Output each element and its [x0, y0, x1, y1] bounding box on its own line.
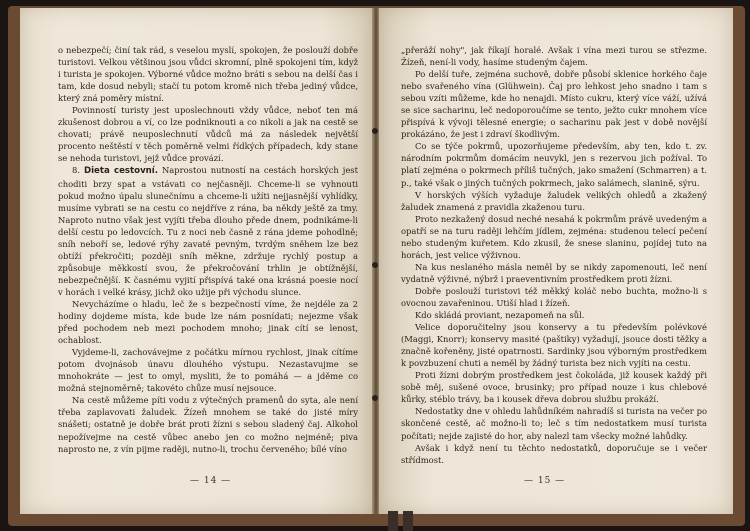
section-text: Naprostou nutností na cestách horských jest choditi brzy spat a vstávati co nejčasněji. Chceme-li se vyhnouti pokud možno úpalu slunečnímu a chceme-li užíti nejjasnější vyhlídky, musíme vybrati se na cestu co nejdříve z rána, ba někdy ještě za tmy. Naproto nutno však jest vyjíti třeba dlouho přede dnem, podnikáme-li delší cestu po ledovcích. Tu z noci neb časně z rána jdeme pohodlně; sníh neboří se, ledové rýhy zavaté pevným, tvrdým sněhem lze bez obtíží překročiti; později sníh měkne, zdržuje rychlý postup a způsobuje měkkostí svou, že překročování trhlin je obtížnější, nebezpečnější. K časnému vyjití přispívá také ona krásná poesie nocí v horách i velké krásy, jichž oko užije při východu slunce.	[58, 165, 358, 297]
binding-hole	[372, 262, 378, 268]
paragraph: Na kus neslaného másla neměl by se nikdy zapomenouti, leč není vydatně výživné, nýbrž i praeventivním prostředkem proti žízni.	[401, 261, 707, 284]
page-number: — 14 —	[190, 476, 232, 486]
section-number: 8.	[72, 165, 80, 176]
section-heading: Dieta cestovní.	[83, 166, 158, 177]
paragraph: V horských výších vyžaduje žaludek velikých ohledů a zkažený žaludek znamená z pravidla zkaženou turu.	[401, 189, 707, 212]
section-paragraph	[58, 164, 358, 298]
paragraph: Avšak i když není tu těchto nedostatků, doporučuje se i večer střídmost.	[401, 442, 707, 465]
paragraph: o nebezpečí; činí tak rád, s veselou myslí, spokojen, že poslouží dobře turistovi. Velkou většinou jsou vůdci skromní, plně spokojeni tím, když i turista je spokojen. Výborné vůdce možno bráti s sebou na delší čas i tam, kde dosud nebyli; stačí tu potom kromě nich třeba jediný vůdce, který zná poměry místní.	[58, 45, 358, 104]
paragraph: „přeráží nohy", jak říkají horalé. Avšak i vína mezi turou se střezme. Žízeň, není-li vody, hasíme studeným čajem.	[401, 45, 707, 68]
paragraph: Povinností turisty jest uposlechnouti vždy vůdce, neboť ten má zkušenost dobrou a ví, co lze podniknouti a co nikoli a jak na cestě se chovati; právě neuposlechnutí vůdců má za následek největší procento neštěstí v těch poměrně velmi řídkých případech, kdy stane se nehoda turistovi, jejž vůdce provází.	[58, 105, 358, 164]
paragraph: Dobře poslouží turistovi též měkký koláč nebo buchta, možno-li s ovocnou zavařeninou. Utiší hlad i žízeň.	[401, 285, 707, 308]
binding-hole	[372, 128, 378, 134]
bookmark-ribbon	[388, 511, 398, 531]
paragraph: Proto nezkažený dosud neché nesahá k pokrmům právě uvedeným a opatří se na turu raději lehčím jídlem, zejména: studenou telecí pečení nebo studeným kuřetem. Kdo zkusil, že snese slaninu, pojídej tuto na horách, jest velice výživnou.	[401, 213, 707, 260]
right-page-text	[401, 44, 707, 466]
paragraph: Vyjdeme-li, zachovávejme z počátku mírnou rychlost, jinak cítíme potom dvojnásob únavu dlouhého výstupu. Nezastavujme se mnohokráte — jest to omyl, mysliti, že to pomáhá — a jděme co možná stejnoměrně; takovéto chůze musí nejsouce.	[58, 347, 358, 394]
binding-hole	[372, 395, 378, 401]
paragraph: Na cestě můžeme píti vodu z výtečných pramenů do syta, ale není třeba zaplavovati žaludek. Žízeň mnohem se také do jisté míry snášeti; ostatně je dobře brát proti žízni s sebou sladený čaj. Alkohol nepožívejme na cestě vůbec anebo jen co možno nejméně; piva naprosto ne, z vín pijme raději, nutno-li, trochu červeného; bílé víno	[58, 395, 358, 454]
paragraph: Co se týče pokrmů, upozorňujeme především, aby ten, kdo t. zv. národním pokrmům domácím neuvykl, jen s rezervou jich požíval. To platí zejména o pokrmech příliš tučných, jako smažení (Schmarren) a t. p., také však o jiných tučných pokrmech, jako salámech, slanině, sýru.	[401, 141, 707, 188]
paragraph: Kdo skládá proviant, nezapomeň na sůl.	[415, 310, 585, 321]
right-page	[379, 8, 733, 514]
paragraph: Po delší tuře, zejména suchově, dobře působí sklenice horkého čaje nebo svařeného vína (Glühwein). Čaj pro lehkost jeho snadno i tam s sebou vzíti můžeme, kde ho nenajdi. Místo cukru, který více váží, užívá se sice sacharinu, leč nedoporoučíme se tento, ježto cukr mnohem více přispívá k vývoji tělesné energie; o sacharinu pak jest v době novější prokázáno, že jest i zdraví škodlivým.	[401, 69, 707, 140]
paragraph: Velice doporučitelny jsou konservy a tu především polévkové (Maggi, Knorr); konservy masité (paštiky) vyžadují, jsouce dosti těžky a značně kořeněny, jisté opatrnosti. Sardinky jsou výborným prostředkem k povzbuzení chuti a neměl by žádný turista bez nich vyjíti na cestu.	[401, 322, 707, 369]
page-number: — 15 —	[524, 476, 566, 486]
bookmark-ribbon	[403, 511, 413, 531]
paragraph: Nedostatky dne v ohledu lahůdníkém nahradíš si turista na večer po skončené cestě, ač možno-li to; leč s tím nedostatkem musí turista počítati; nejde zajisté do hor, aby nalezl tam všecky možné lahůdky.	[401, 406, 707, 441]
paragraph: Proti žízni dobrým prostředkem jest čokoláda, již kousek každý při sobě měj, sušené ovoce, brusinky; pro případ nouze i kus chlebové kůrky, stéblo trávy, ba i kousek dřeva dobrou službu prokáží.	[401, 370, 707, 405]
left-page	[20, 8, 373, 514]
left-page-text	[58, 44, 358, 455]
paragraph: Nevycházíme o hladu, leč že s bezpečností víme, že nejdéle za 2 hodiny dojdeme místa, kde bude lze nám posnídati; nejezme však před pochodem neb mezi pochodem mnoho; jinak cítí se lenost, ochablost.	[58, 298, 358, 346]
